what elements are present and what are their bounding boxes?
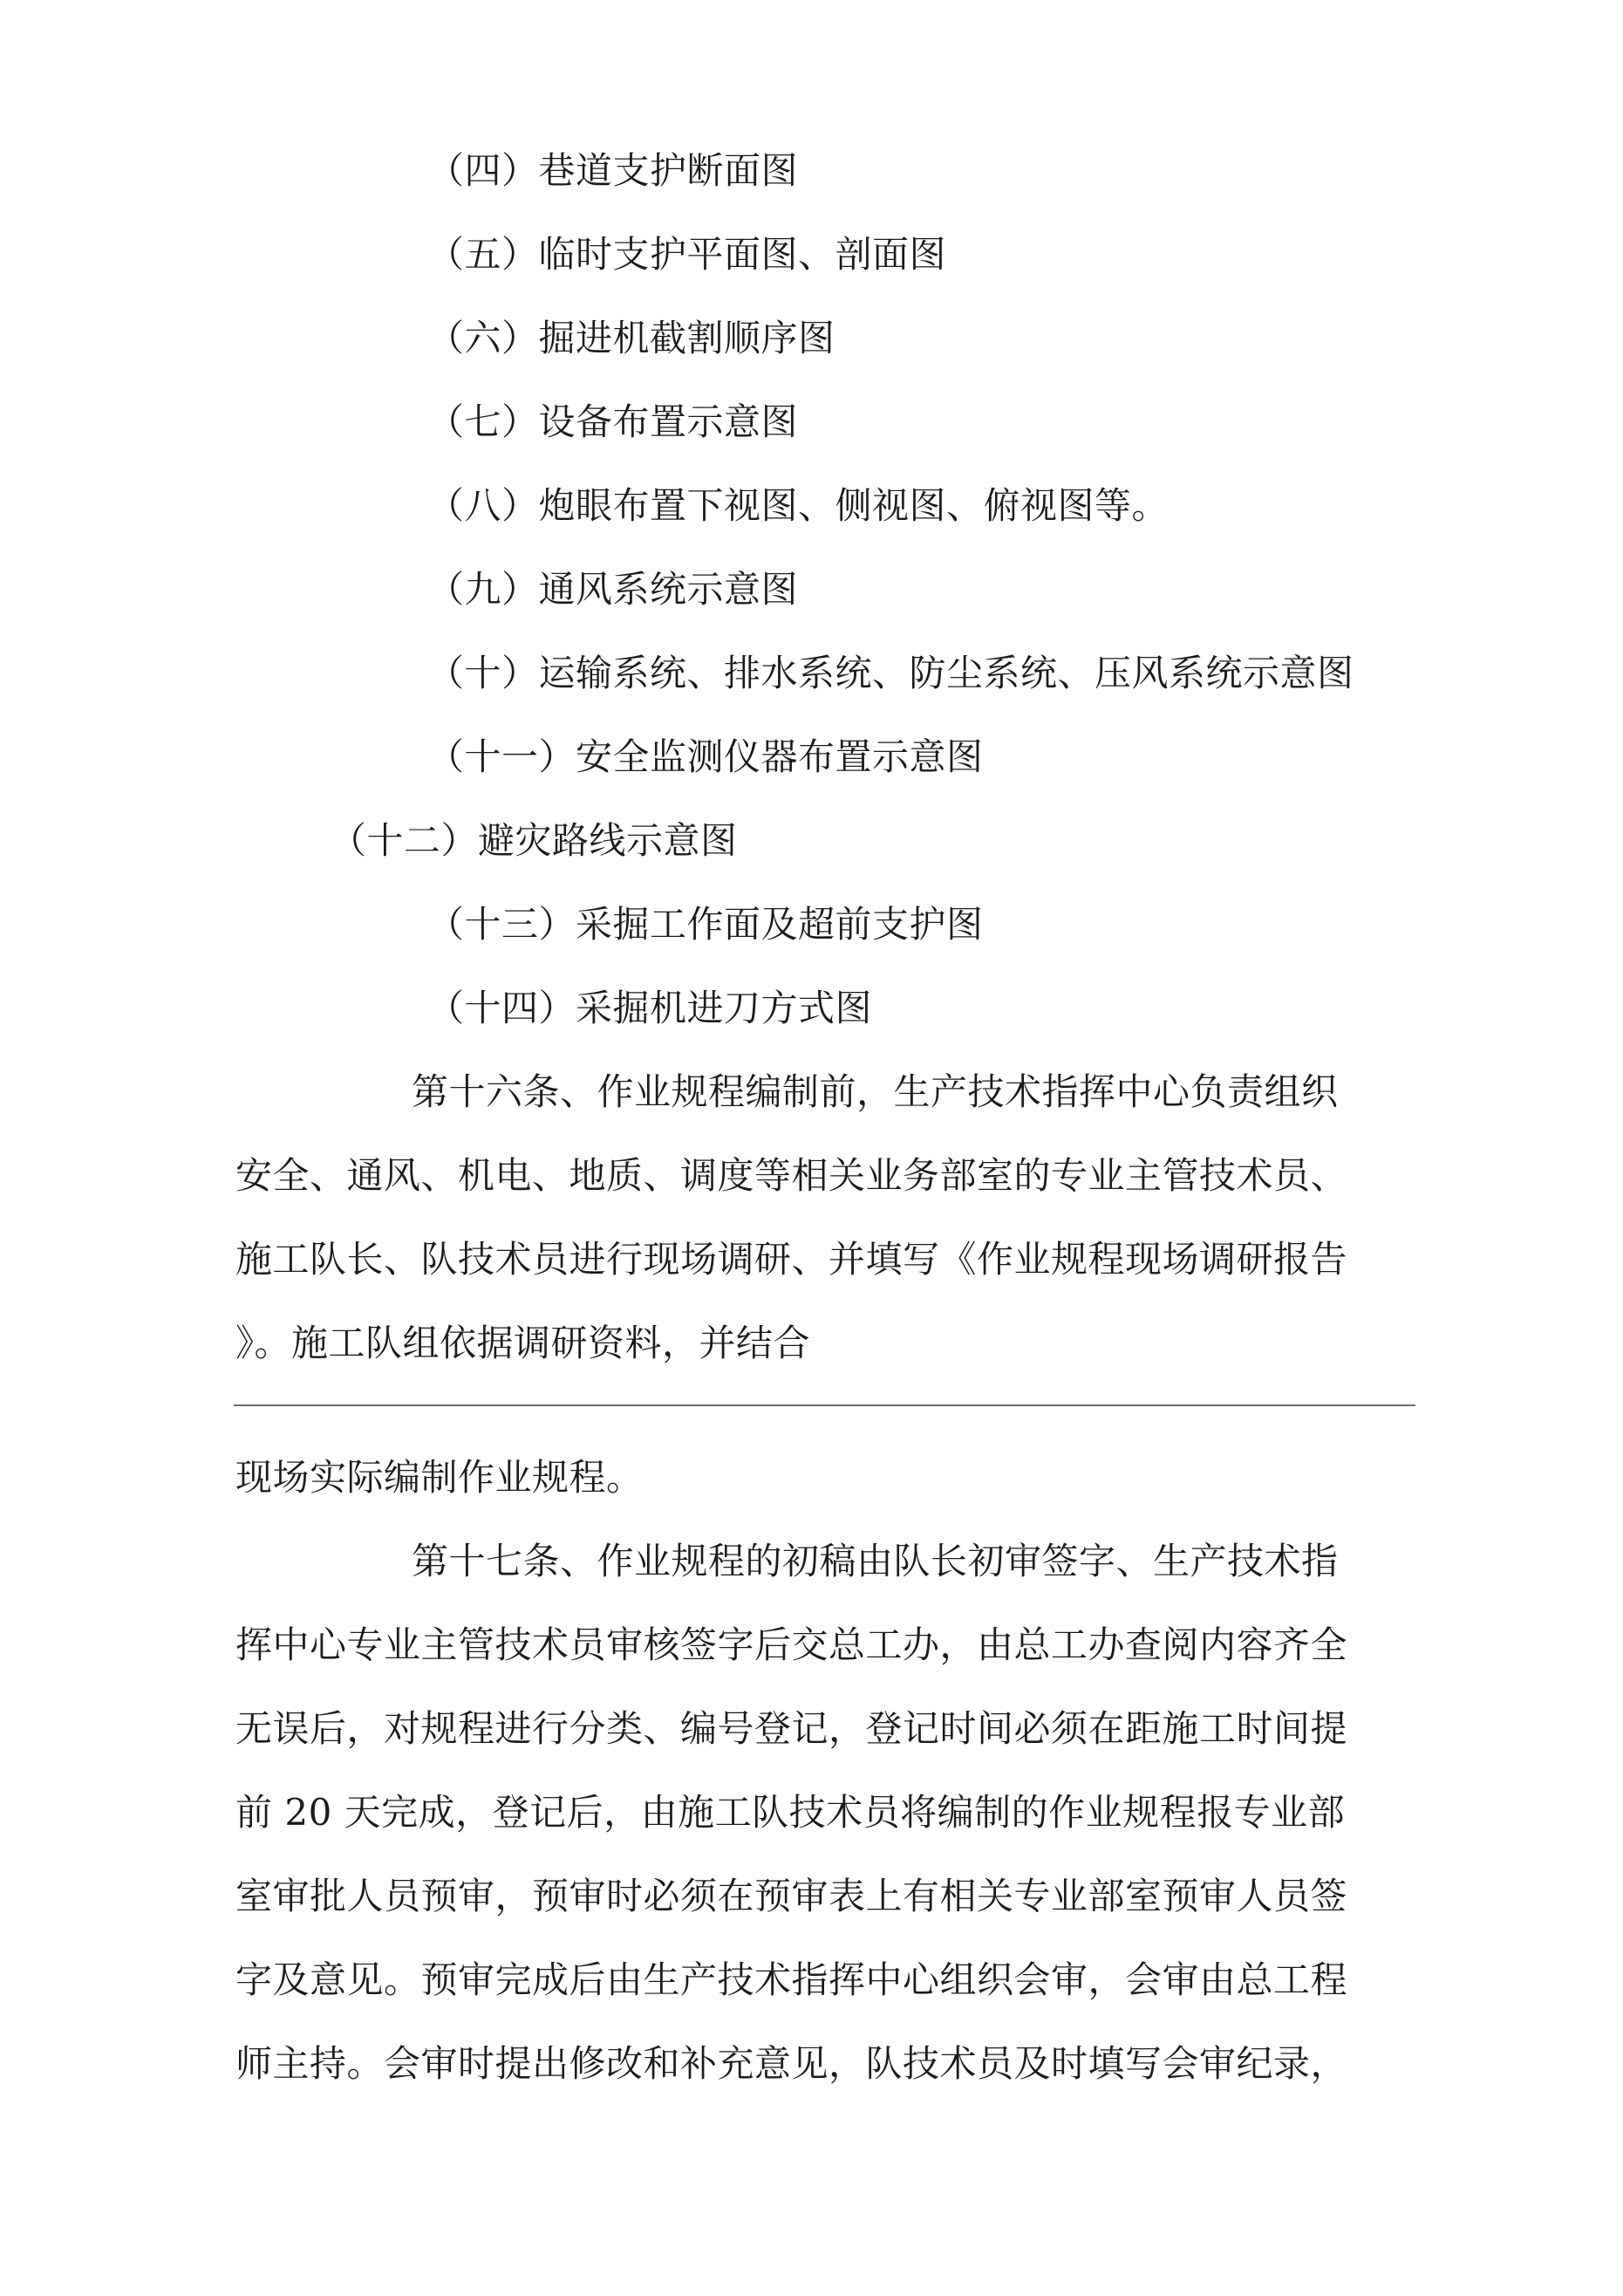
list-item-13: （十三）采掘工作面及超前支护图: [427, 903, 984, 946]
list-item-10: （十）运输系统、排水系统、防尘系统、压风系统示意图: [427, 652, 1354, 694]
article-16-line-1: 第十六条、作业规程编制前，生产技术指挥中心负责组织: [412, 1070, 1339, 1113]
article-17-line-7: 师主持。会审时提出修改和补充意见，队技术员及时填写会审纪录，: [235, 2042, 1348, 2085]
list-item-11: （十一）安全监测仪器布置示意图: [427, 735, 984, 778]
list-item-9: （九）通风系统示意图: [427, 568, 799, 611]
list-item-7: （七）设备布置示意图: [427, 400, 799, 443]
list-item-4: （四）巷道支护断面图: [427, 149, 799, 192]
article-17-line-1: 第十七条、作业规程的初稿由队长初审签字、生产技术指: [412, 1540, 1339, 1582]
article-16-line-3: 施工队长、队技术员进行现场调研、并填写《作业规程现场调研报告: [235, 1238, 1348, 1281]
article-17-line-2: 挥中心专业主管技术员审核签字后交总工办，由总工办查阅内容齐全: [235, 1623, 1348, 1666]
list-item-14: （十四）采掘机进刀方式图: [427, 987, 873, 1029]
list-item-12: （十二）避灾路线示意图: [330, 819, 738, 862]
page-divider: [234, 1404, 1415, 1406]
article-17-line-6: 字及意见。预审完成后由生产技术指挥中心组织会审，会审由总工程: [235, 1958, 1348, 2001]
article-17-line-3: 无误后，对规程进行分类、编号登记，登记时间必须在距施工时间提: [235, 1707, 1348, 1750]
list-item-6: （六）掘进机截割顺序图: [427, 317, 835, 359]
article-16-line-2: 安全、通风、机电、地质、调度等相关业务部室的专业主管技术员、: [235, 1154, 1348, 1197]
list-item-5: （五）临时支护平面图、剖面图: [427, 233, 947, 276]
article-17-line-4: 前 20 天完成，登记后，由施工队技术员将编制的作业规程报专业部: [235, 1791, 1346, 1834]
continuation-line: 现场实际编制作业规程。: [235, 1456, 644, 1499]
article-17-line-5: 室审批人员预审，预审时必须在预审表上有相关专业部室预审人员签: [235, 1875, 1348, 1917]
list-item-8: （八）炮眼布置下视图、侧视图、俯视图等。: [427, 484, 1170, 527]
article-16-line-4: 》。施工队组依据调研资料，并结合: [235, 1322, 811, 1364]
